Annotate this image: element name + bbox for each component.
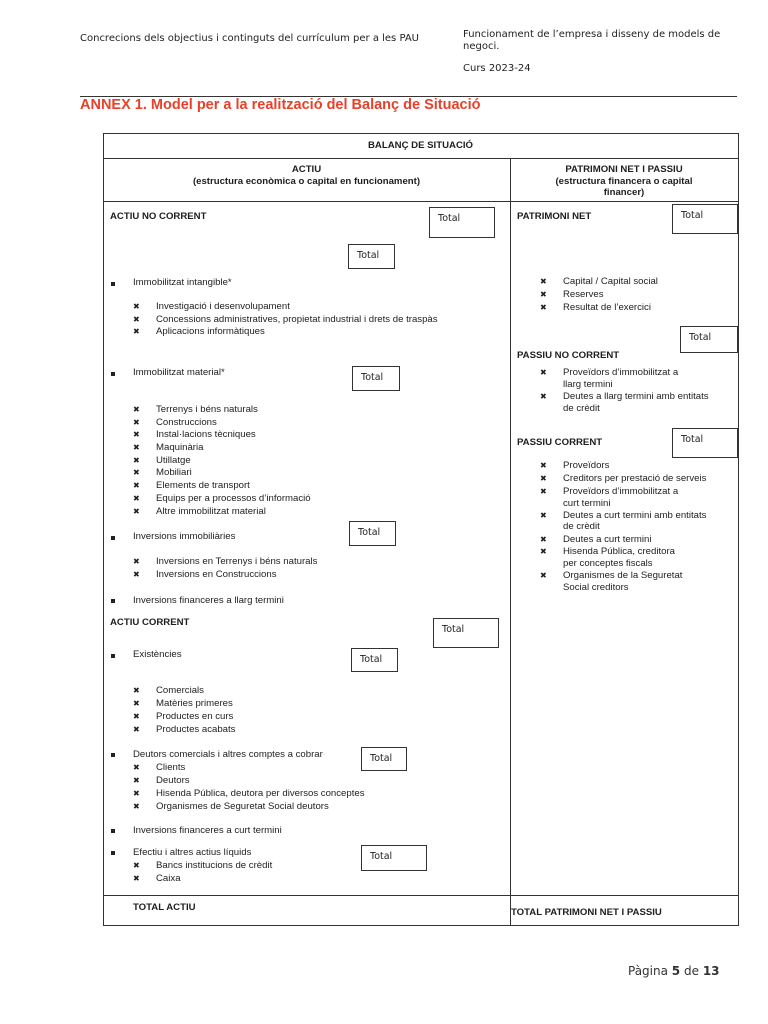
existencies-item-4: Productes acabats (156, 724, 236, 735)
x-mark-icon: ✖ (133, 802, 140, 811)
pnc-item-2: Deutes a llarg termini amb entitats (563, 391, 709, 402)
intangible-item-1: Investigació i desenvolupament (156, 301, 290, 312)
material-item-1: Terrenys i béns naturals (156, 404, 258, 415)
x-mark-icon: ✖ (540, 511, 547, 520)
x-mark-icon: ✖ (540, 277, 547, 286)
x-mark-icon: ✖ (133, 570, 140, 579)
existencies-label: Existències (133, 649, 182, 660)
square-bullet-icon (111, 536, 115, 540)
x-mark-icon: ✖ (133, 861, 140, 870)
pn-item-1: Capital / Capital social (563, 276, 658, 287)
course-label: Curs 2023-24 (463, 63, 531, 74)
pc-item-3b: curt termini (563, 498, 611, 509)
x-mark-icon: ✖ (540, 461, 547, 470)
patrimoni-net-heading: PATRIMONI NET (517, 211, 592, 222)
x-mark-icon: ✖ (133, 468, 140, 477)
x-mark-icon: ✖ (540, 392, 547, 401)
passiu-corrent-heading: PASSIU CORRENT (517, 437, 603, 448)
actiu-corrent-heading: ACTIU CORRENT (110, 617, 190, 628)
material-item-6: Mobiliari (156, 467, 192, 478)
pc-item-6: Hisenda Pública, creditora (563, 546, 675, 557)
x-mark-icon: ✖ (133, 776, 140, 785)
intangible-item-3: Aplicacions informàtiques (156, 326, 265, 337)
x-mark-icon: ✖ (540, 487, 547, 496)
x-mark-icon: ✖ (540, 303, 547, 312)
square-bullet-icon (111, 829, 115, 833)
total-box-deutors[interactable]: Total (361, 747, 407, 771)
existencies-item-1: Comercials (156, 685, 204, 696)
x-mark-icon: ✖ (133, 507, 140, 516)
square-bullet-icon (111, 599, 115, 603)
x-mark-icon: ✖ (133, 712, 140, 721)
header-right-line1: Funcionament de l’empresa i disseny de models de (463, 29, 721, 40)
existencies-item-3: Productes en curs (156, 711, 234, 722)
passiu-heading: PATRIMONI NET I PASSIU (565, 164, 683, 175)
existencies-item-2: Matèries primeres (156, 698, 233, 709)
pnc-item-1b: llarg termini (563, 379, 613, 390)
pn-item-2: Reserves (563, 289, 604, 300)
passiu-no-corrent-heading: PASSIU NO CORRENT (517, 350, 620, 361)
x-mark-icon: ✖ (133, 874, 140, 883)
table-title: BALANÇ DE SITUACIÓ (368, 140, 473, 151)
page-number: Pàgina 5 de 13 (628, 964, 720, 978)
pc-item-5: Deutes a curt termini (563, 534, 652, 545)
x-mark-icon: ✖ (133, 327, 140, 336)
intangible-label: Immobilitzat intangible* (133, 277, 232, 288)
x-mark-icon: ✖ (133, 481, 140, 490)
pc-item-2: Creditors per prestació de serveis (563, 473, 707, 484)
total-box-passiu-no-corrent[interactable]: Total (680, 326, 738, 353)
x-mark-icon: ✖ (133, 315, 140, 324)
x-mark-icon: ✖ (133, 763, 140, 772)
passiu-subheading-1: (estructura financera o capital (555, 176, 693, 187)
deutors-label: Deutors comercials i altres comptes a cobrar (133, 749, 323, 760)
material-item-8: Equips per a processos d’informació (156, 493, 311, 504)
pc-item-3: Proveïdors d’immobilitzat a (563, 486, 679, 497)
total-box-actiu-no-corrent-sub[interactable]: Total (348, 244, 395, 269)
material-item-4: Maquinària (156, 442, 204, 453)
square-bullet-icon (111, 654, 115, 658)
financ-llarg-label: Inversions financeres a llarg termini (133, 595, 284, 606)
material-label: Immobilitzat material* (133, 367, 225, 378)
pc-item-4b: de crèdit (563, 521, 600, 532)
pc-item-7b: Social creditors (563, 582, 629, 593)
total-box-material[interactable]: Total (352, 366, 400, 391)
total-box-efectiu[interactable]: Total (361, 845, 427, 871)
x-mark-icon: ✖ (133, 557, 140, 566)
pc-item-7: Organismes de la Seguretat (563, 570, 683, 581)
x-mark-icon: ✖ (133, 405, 140, 414)
total-box-patrimoni-net[interactable]: Total (672, 204, 738, 234)
square-bullet-icon (111, 282, 115, 286)
annex-title: ANNEX 1. Model per a la realització del Balanç de Situació (80, 97, 481, 113)
header-right-line2: negoci. (463, 41, 500, 52)
efectiu-item-2: Caixa (156, 873, 181, 884)
passiu-subheading-2: financer) (603, 187, 645, 198)
x-mark-icon: ✖ (133, 443, 140, 452)
total-box-actiu-corrent[interactable]: Total (433, 618, 499, 648)
immob-item-1: Inversions en Terrenys i béns naturals (156, 556, 318, 567)
x-mark-icon: ✖ (540, 368, 547, 377)
x-mark-icon: ✖ (133, 789, 140, 798)
square-bullet-icon (111, 851, 115, 855)
total-actiu-label: TOTAL ACTIU (133, 902, 196, 913)
pnc-item-2b: de crèdit (563, 403, 600, 414)
x-mark-icon: ✖ (133, 725, 140, 734)
square-bullet-icon (111, 753, 115, 757)
x-mark-icon: ✖ (540, 290, 547, 299)
x-mark-icon: ✖ (540, 571, 547, 580)
total-box-existencies[interactable]: Total (351, 648, 398, 672)
x-mark-icon: ✖ (133, 686, 140, 695)
pn-item-3: Resultat de l’exercici (563, 302, 651, 313)
material-item-2: Construccions (156, 417, 217, 428)
pc-item-4: Deutes a curt termini amb entitats (563, 510, 707, 521)
intangible-item-2: Concessions administratives, propietat industrial i drets de traspàs (156, 314, 438, 325)
pnc-item-1: Proveïdors d’immobilitzat a (563, 367, 679, 378)
total-box-immobiliaries[interactable]: Total (349, 521, 396, 546)
material-item-3: Instal·lacions tècniques (156, 429, 256, 440)
financ-curt-label: Inversions financeres a curt termini (133, 825, 282, 836)
total-box-actiu-no-corrent[interactable]: Total (429, 207, 495, 238)
x-mark-icon: ✖ (133, 302, 140, 311)
immobiliaries-label: Inversions immobiliàries (133, 531, 236, 542)
pc-item-6b: per conceptes fiscals (563, 558, 653, 569)
x-mark-icon: ✖ (133, 430, 140, 439)
total-patrimoni-passiu-label: TOTAL PATRIMONI NET I PASSIU (511, 907, 662, 918)
deutors-item-3: Hisenda Pública, deutora per diversos conceptes (156, 788, 365, 799)
efectiu-item-1: Bancs institucions de crèdit (156, 860, 273, 871)
pc-item-1: Proveïdors (563, 460, 610, 471)
efectiu-label: Efectiu i altres actius líquids (133, 847, 252, 858)
deutors-item-1: Clients (156, 762, 186, 773)
actiu-no-corrent-heading: ACTIU NO CORRENT (110, 211, 207, 222)
immob-item-2: Inversions en Construccions (156, 569, 277, 580)
x-mark-icon: ✖ (133, 456, 140, 465)
total-box-passiu-corrent[interactable]: Total (672, 428, 738, 458)
material-item-7: Elements de transport (156, 480, 250, 491)
deutors-item-4: Organismes de Seguretat Social deutors (156, 801, 329, 812)
material-item-9: Altre immobilitzat material (156, 506, 266, 517)
x-mark-icon: ✖ (133, 699, 140, 708)
x-mark-icon: ✖ (133, 494, 140, 503)
x-mark-icon: ✖ (540, 535, 547, 544)
material-item-5: Utillatge (156, 455, 191, 466)
x-mark-icon: ✖ (540, 474, 547, 483)
x-mark-icon: ✖ (540, 547, 547, 556)
header-left: Concrecions dels objectius i continguts del currículum per a les PAU (80, 33, 419, 44)
x-mark-icon: ✖ (133, 418, 140, 427)
actiu-subheading: (estructura econòmica o capital en funcionament) (192, 176, 421, 187)
actiu-heading: ACTIU (291, 164, 322, 175)
deutors-item-2: Deutors (156, 775, 190, 786)
square-bullet-icon (111, 372, 115, 376)
